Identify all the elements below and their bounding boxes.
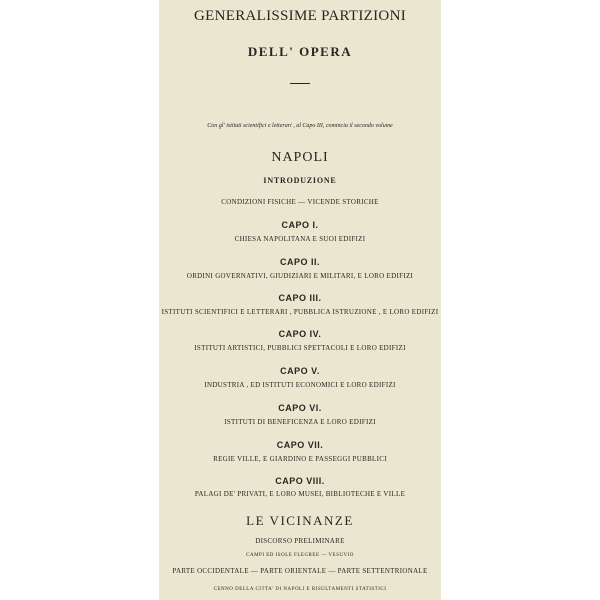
chapter-label: CAPO VI. xyxy=(278,403,322,413)
campi-text: CAMPI ED ISOLE FLEGREE — VESUVIO xyxy=(246,553,354,558)
chapter-label: CAPO VII. xyxy=(276,440,324,450)
chapter-text: ISTITUTI DI BENEFICENZA E LORO EDIFIZI xyxy=(224,418,376,426)
chapter-text: REGIE VILLE, E GIARDINO E PASSEGGI PUBBLICI xyxy=(213,455,387,463)
parti-text: PARTE OCCIDENTALE — PARTE ORIENTALE — PARTE SETTENTRIONALE xyxy=(172,567,428,575)
chapter-text: ISTITUTI ARTISTICI, PUBBLICI SPETTACOLI E LORO EDIFIZI xyxy=(194,344,406,352)
introduction-heading: INTRODUZIONE xyxy=(263,176,337,185)
chapter-label: CAPO I. xyxy=(281,220,319,230)
section-heading-napoli: NAPOLI xyxy=(271,150,329,165)
chapter-text: PALAGI DE' PRIVATI, E LORO MUSEI, BIBLIOTECHE E VILLE xyxy=(194,490,406,498)
page-subtitle: DELL' OPERA xyxy=(247,44,353,59)
section-heading-vicinanze: LE VICINANZE xyxy=(246,513,354,528)
introduction-text: CONDIZIONI FISICHE — VICENDE STORICHE xyxy=(221,198,379,206)
chapter-label: CAPO IV. xyxy=(278,329,322,339)
book-page xyxy=(159,0,441,600)
chapter-text: CHIESA NAPOLITANA E SUOI EDIFIZI xyxy=(234,235,366,243)
chapter-text: INDUSTRIA , ED ISTITUTI ECONOMICI E LORO EDIFIZI xyxy=(204,381,396,389)
chapter-label: CAPO II. xyxy=(279,257,320,267)
chapter-label: CAPO III. xyxy=(278,293,322,303)
volume-note: Con gl' istituti scientifici e letterari , al Capo III, comincia il secondo volume xyxy=(207,123,393,129)
chapter-label: CAPO VIII. xyxy=(275,476,325,486)
discorso-text: DISCORSO PRELIMINARE xyxy=(255,537,345,545)
chapter-label: CAPO V. xyxy=(280,366,320,376)
cenno-text: CENNO DELLA CITTA' DI NAPOLI E RISULTAMENTI STATISTICI xyxy=(213,587,387,592)
separator-dash xyxy=(290,83,310,84)
page-title: GENERALISSIME PARTIZIONI xyxy=(194,8,406,24)
chapter-text: ORDINI GOVERNATIVI, GIUDIZIARI E MILITARI, E LORO EDIFIZI xyxy=(186,272,414,280)
chapter-text: ISTITUTI SCIENTIFICI E LETTERARI , PUBBLICA ISTRUZIONE , E LORO EDIFIZI xyxy=(161,308,439,316)
